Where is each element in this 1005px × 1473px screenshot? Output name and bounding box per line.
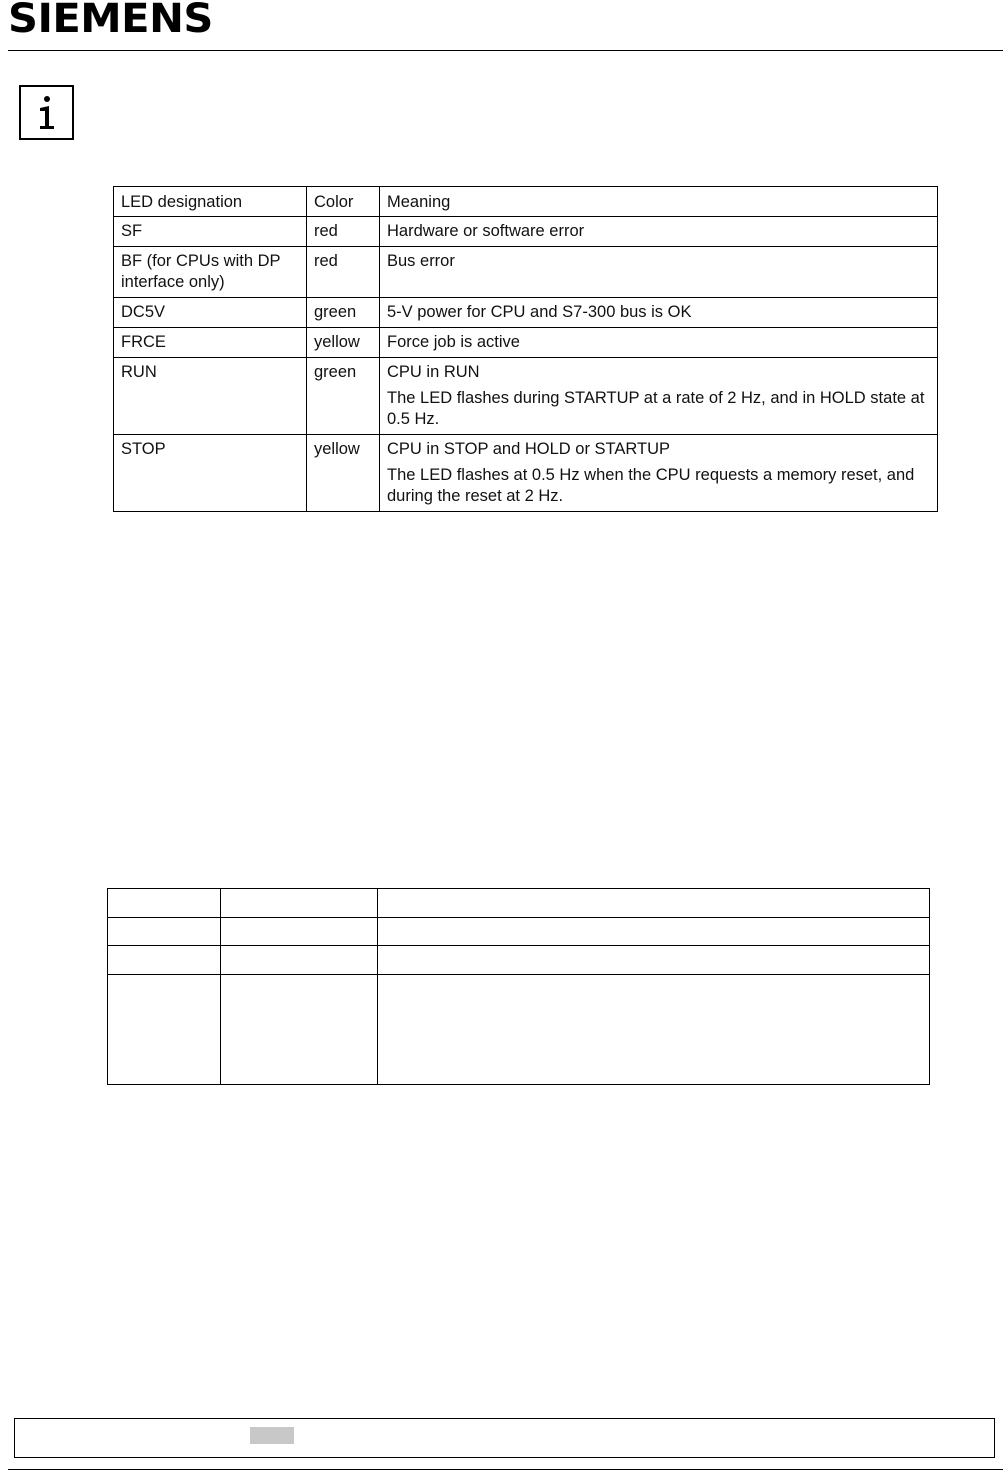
meaning-detail-text: The LED flashes at 0.5 Hz when the CPU requests a memory reset, and during the reset at 2 Hz. [387, 466, 915, 505]
info-glyph-icon [32, 93, 62, 133]
led-meaning-cell [380, 217, 938, 247]
empty-cell [108, 975, 221, 1085]
empty-table [107, 888, 930, 1085]
empty-cell [221, 946, 378, 975]
table-row [108, 918, 930, 946]
column-header-led-designation: LED designation [114, 187, 307, 217]
table-row [114, 217, 938, 247]
footer-divider [8, 1469, 1003, 1470]
led-meaning-cell [380, 358, 938, 435]
empty-cell [108, 889, 221, 918]
led-designation-cell: SF [114, 217, 307, 247]
empty-cell [378, 889, 930, 918]
led-color-cell: red [307, 217, 380, 247]
led-color-cell: green [307, 298, 380, 328]
led-color-cell: yellow [307, 435, 380, 512]
led-meaning-cell [380, 435, 938, 512]
empty-cell [108, 918, 221, 946]
meaning-text: CPU in STOP and HOLD or STARTUP [387, 440, 671, 458]
led-meaning-cell [380, 298, 938, 328]
table-row [114, 358, 938, 435]
meaning-text: CPU in RUN [387, 363, 480, 381]
table-row [114, 298, 938, 328]
empty-cell [378, 946, 930, 975]
table-row [108, 946, 930, 975]
table-row [108, 975, 930, 1085]
led-table [113, 186, 938, 512]
empty-cell [221, 889, 378, 918]
meaning-text: Hardware or software error [387, 222, 585, 240]
led-designation-cell: DC5V [114, 298, 307, 328]
led-meaning-cell [380, 328, 938, 358]
led-color-cell: red [307, 247, 380, 298]
meaning-detail-text: The LED flashes during STARTUP at a rate of 2 Hz, and in HOLD state at 0.5 Hz. [387, 389, 925, 428]
empty-cell [221, 975, 378, 1085]
led-color-cell: yellow [307, 328, 380, 358]
led-color-cell: green [307, 358, 380, 435]
meaning-text: Force job is active [387, 333, 520, 351]
meaning-text: Bus error [387, 252, 455, 270]
table-row [114, 435, 938, 512]
led-designation-cell: FRCE [114, 328, 307, 358]
meaning-text: 5-V power for CPU and S7-300 bus is OK [387, 303, 692, 321]
footer-box [14, 1418, 995, 1458]
column-header-meaning: Meaning [380, 187, 938, 217]
table-row [114, 247, 938, 298]
info-icon [19, 85, 74, 140]
led-designation-cell: STOP [114, 435, 307, 512]
led-meaning-cell [380, 247, 938, 298]
empty-cell [108, 946, 221, 975]
empty-cell [221, 918, 378, 946]
table-row [108, 889, 930, 918]
column-header-color: Color [307, 187, 380, 217]
footer-highlight [250, 1427, 294, 1444]
empty-cell [378, 975, 930, 1085]
led-designation-cell: BF (for CPUs with DP interface only) [114, 247, 307, 298]
header-divider [8, 50, 1003, 51]
led-designation-cell: RUN [114, 358, 307, 435]
table-header-row [114, 187, 938, 217]
siemens-logo: SIEMENS [8, 0, 213, 42]
table-row [114, 328, 938, 358]
empty-cell [378, 918, 930, 946]
